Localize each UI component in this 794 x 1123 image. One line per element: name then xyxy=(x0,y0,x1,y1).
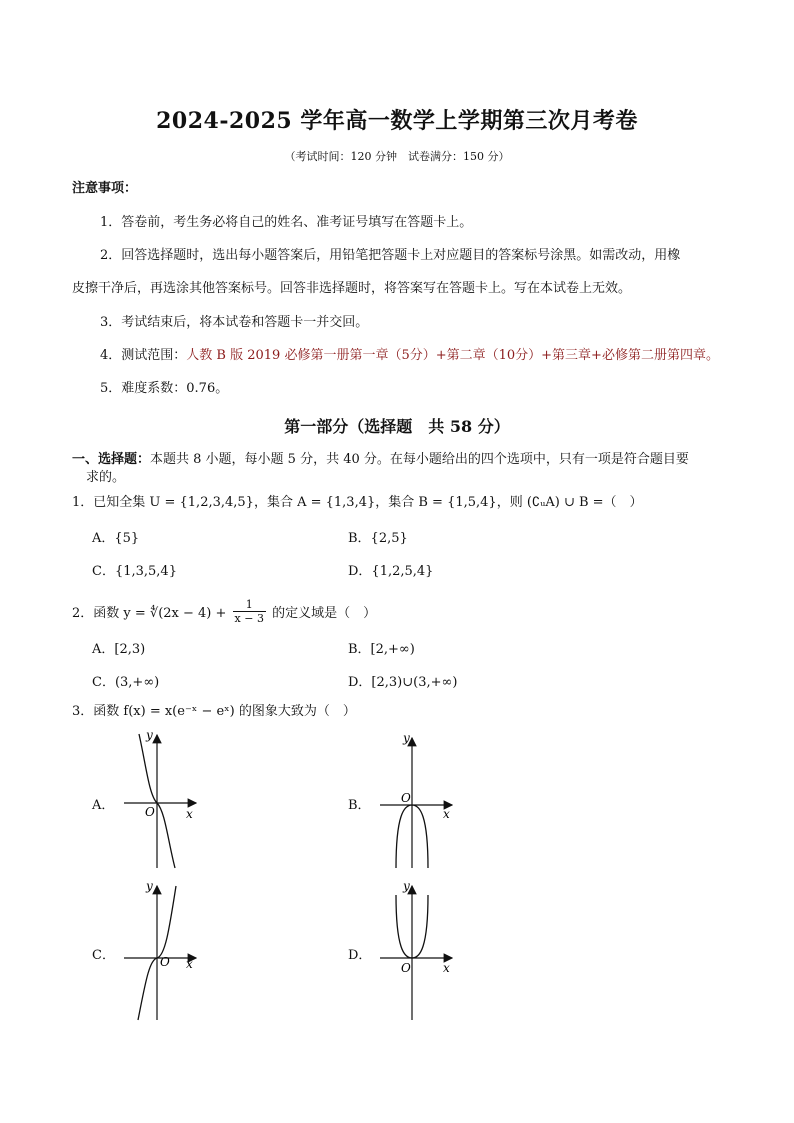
graph-a xyxy=(124,728,196,868)
section1-intro-cont: 求的。 xyxy=(86,470,126,485)
notice-item-5: 5．难度系数：0.76。 xyxy=(100,381,229,396)
graph-d xyxy=(380,879,452,1020)
exam-info: （考试时间：120 分钟 试卷满分：150 分） xyxy=(284,150,510,163)
q1-option-d: D．{1,2,5,4} xyxy=(348,564,434,579)
graph-a-origin: O xyxy=(145,805,155,819)
part1-heading: 第一部分（选择题 共 58 分） xyxy=(284,417,510,436)
notice-item-3: 3．考试结束后，将本试卷和答题卡一并交回。 xyxy=(100,315,369,330)
notice-heading: 注意事项： xyxy=(72,181,138,196)
q2-fraction-denominator: x − 3 xyxy=(234,612,264,625)
notice-item-2b: 皮擦干净后，再选涂其他答案标号。回答非选择题时，将答案写在答题卡上。写在本试卷上无效。 xyxy=(72,281,632,296)
q3-option-c-label: C． xyxy=(92,948,115,963)
q3-stem: 3．函数 f(x) = x(e⁻ˣ − eˣ) 的图象大致为（ ） xyxy=(72,704,356,719)
graph-b-x-label: x xyxy=(443,807,450,821)
q2-fraction-numerator: 1 xyxy=(233,598,266,612)
notice-item-1: 1．答卷前，考生务必将自己的姓名、准考证号填写在答题卡上。 xyxy=(100,215,473,230)
notice-item-4-prefix: 4．测试范围： xyxy=(100,348,187,363)
graph-d-origin: O xyxy=(401,961,411,975)
q2-stem-suffix: 的定义域是（ ） xyxy=(272,606,377,621)
notice-item-4-scope: 人教 B 版 2019 必修第一册第一章（5分）+第二章（10分）+第三章+必修第二册第四章。 xyxy=(186,348,719,363)
q1-stem: 1．已知全集 U = {1,2,3,4,5}，集合 A = {1,3,4}，集合 B = {1,5,4}，则 (∁ᵤA) ∪ B =（ ） xyxy=(72,495,643,510)
notice-item-2a: 2．回答选择题时，选出每小题答案后，用铅笔把答题卡上对应题目的答案标号涂黑。如需改动，用橡 xyxy=(100,248,681,263)
section1-label: 一、选择题： xyxy=(72,452,151,467)
graph-c-y-label: y xyxy=(146,879,153,893)
q1-option-b: B．{2,5} xyxy=(348,531,408,546)
graph-d-y-label: y xyxy=(403,879,410,893)
section1-intro-text: 本题共 8 小题，每小题 5 分，共 40 分。在每小题给出的四个选项中，只有一项是符合题目要 xyxy=(150,452,689,467)
q2-option-a: A．[2,3) xyxy=(92,642,146,657)
graph-b-y-label: y xyxy=(403,731,410,745)
q2-option-b: B．[2,+∞) xyxy=(348,642,415,657)
q3-option-a-label: A． xyxy=(92,798,115,813)
q1-option-c: C．{1,3,5,4} xyxy=(92,564,177,579)
graph-d-x-label: x xyxy=(443,961,450,975)
graph-b-origin: O xyxy=(401,791,411,805)
q2-stem-prefix: 2．函数 y = ∜(2x − 4) + xyxy=(72,606,227,621)
q3-option-d-label: D． xyxy=(348,948,372,963)
graph-c-origin: O xyxy=(160,955,170,969)
graph-c-x-label: x xyxy=(186,957,193,971)
q2-option-d: D．[2,3)∪(3,+∞) xyxy=(348,675,458,690)
graph-a-x-label: x xyxy=(186,807,193,821)
graph-c xyxy=(124,879,196,1020)
document-title: 2024-2025 学年高一数学上学期第三次月考卷 xyxy=(156,108,638,134)
q3-option-b-label: B． xyxy=(348,798,371,813)
graph-b xyxy=(380,731,452,868)
q2-option-c: C．(3,+∞) xyxy=(92,675,160,690)
q1-option-a: A．{5} xyxy=(92,531,140,546)
graph-a-y-label: y xyxy=(146,728,153,742)
